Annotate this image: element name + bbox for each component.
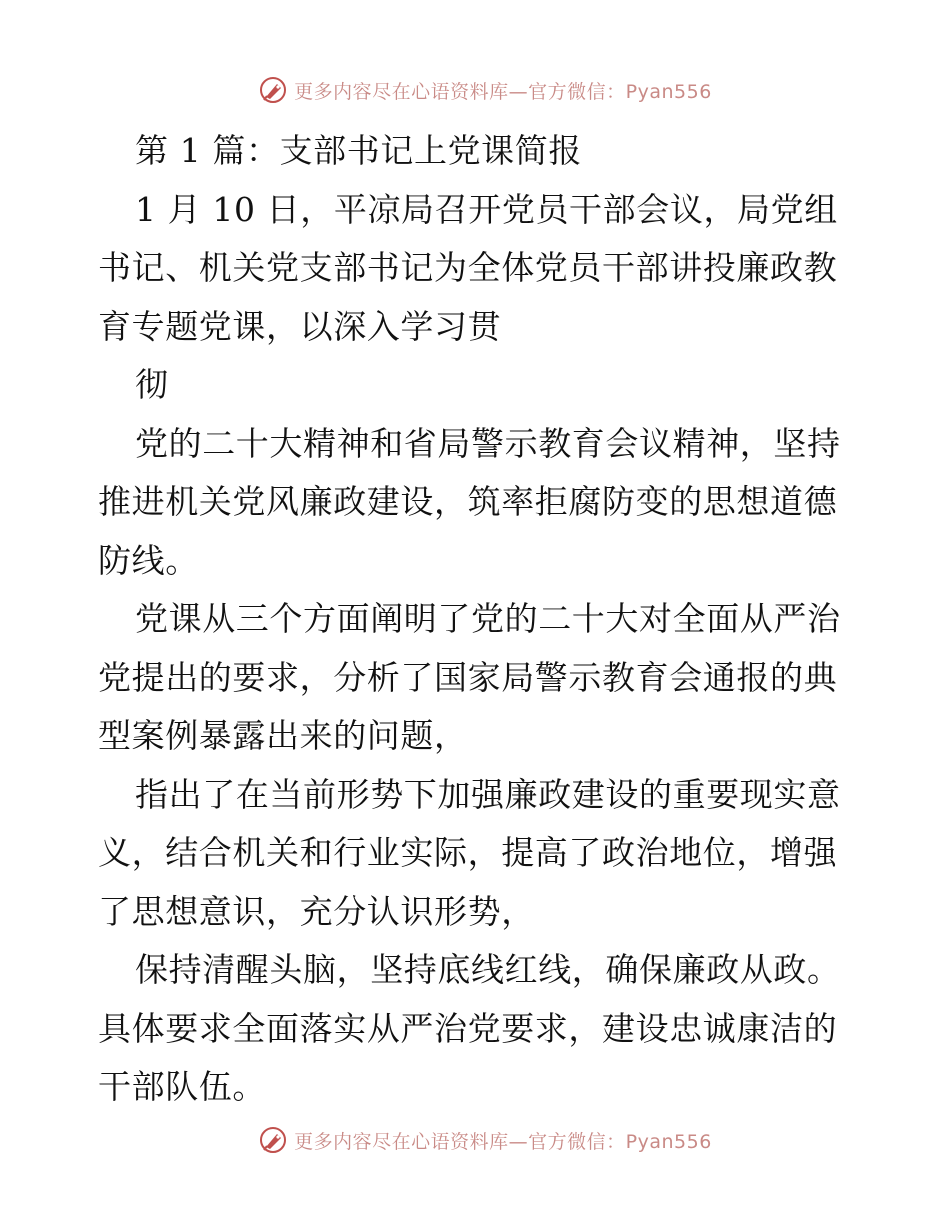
pen-nib-logo-icon <box>258 1125 288 1155</box>
document-title: 第 1 篇：支部书记上党课简报 <box>135 131 582 170</box>
paragraph: 党课从三个方面阐明了党的二十大对全面从严治党提出的要求，分析了国家局警示教育会通报的典型案例暴露出来的问题， <box>98 599 841 755</box>
footer-watermark <box>0 1120 950 1160</box>
paragraph: 党的二十大精神和省局警示教育会议精神，坚持推进机关党风廉政建设，筑率拒腐防变的思想道德防线。 <box>98 423 841 580</box>
pen-nib-logo-icon <box>258 75 288 105</box>
document-body <box>98 122 858 1117</box>
header-watermark <box>0 70 950 110</box>
watermark-text: 更多内容尽在心语资料库—官方微信：Pyan556 <box>294 80 712 103</box>
paragraph: 指出了在当前形势下加强廉政建设的重要现实意义，结合机关和行业实际，提高了政治地位，增强了思想意识，充分认识形势， <box>98 774 841 931</box>
paragraph: 彻 <box>135 365 169 404</box>
paragraph: 保持清醒头脑，坚持底线红线，确保廉政从政。具体要求全面落实从严治党要求，建设忠诚康洁的干部队伍。 <box>98 950 841 1106</box>
watermark-text: 更多内容尽在心语资料库—官方微信：Pyan556 <box>294 1130 712 1153</box>
paragraph: 1 月 10 日，平凉局召开党员干部会议，局党组书记、机关党支部书记为全体党员干部讲投廉政教育专题党课，以深入学习贯 <box>98 189 838 346</box>
